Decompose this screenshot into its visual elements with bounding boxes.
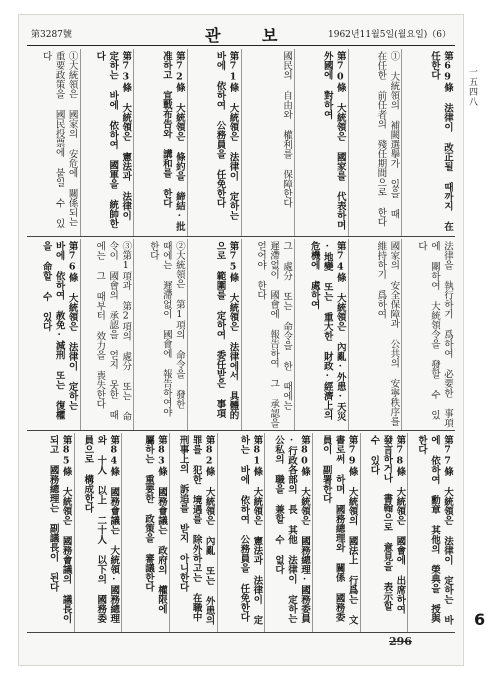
text-column: 그 處分 또는 命令을 한 때에는 遲滯없이 國會에 報告하여 그 承認을 얻어야 한다 — [241, 239, 295, 430]
text-column: 第85條 大統領은 國務會議의 議長이 되고 國務總理는 副議長이 된다 — [47, 435, 72, 623]
text-column: 法律을 執行하기 爲하여 必要한 事項에 關하여 大統領令을 發할 수 있다 — [401, 239, 455, 430]
text-column: 第76條 大統領은 法律이 定하는 바에 依하여 赦免·減刑 또는 復權을 命할 수 있다 — [40, 241, 78, 420]
text-column: 第77條 大統領은 法律이 定하는 바에 依하여 勳章 其他의 榮典을 授與한다 — [407, 433, 455, 632]
page-header — [27, 23, 455, 46]
gazette-title: 관 보 — [205, 26, 296, 45]
text-column: 第71條 大統領은 法律이 定하는 바에 依하여 公務員을 任免한다 — [187, 49, 241, 236]
text-column: ① 大統領의 補闕選擧가 있을 때 在任한 前任者의 殘任期間으로 한다 — [348, 49, 402, 236]
text-column: ①大統領은 國家의 安危에 關係되는 重要政策을 國民投票에 붙일 수 있다 — [40, 51, 78, 228]
text-column: 第83條 國務會議는 政府의 權限에 屬하는 重要한 政策을 審議한다 — [121, 433, 169, 632]
text-band-middle — [27, 239, 455, 431]
text-column: 第84條 國務會議는 大統領·國務總理와 十人 以上 二十人 以下의 國務委員으로 構成한다 — [74, 433, 122, 632]
text-column: 第73條 大統領은 憲法과 法律이 定하는 바에 依하여 國軍을 統帥한다 — [80, 49, 134, 236]
text-column: 國家의 安全保障과 公共의 安寧秩序를 維持하기 爲하여 — [348, 239, 402, 430]
text-column: 第70條 大統領은 國家를 代表하며 外國에 對하여 — [294, 49, 348, 236]
text-column: 第78條 大統領은 國會에 出席하여 發言하거나 書翰으로 意見을 表示할 수 있다 — [360, 433, 408, 632]
text-column: 第79條 大統領의 國法上 行爲는 文書로써 하며 國務總理와 關係 國務委員이 副署한다 — [312, 433, 360, 632]
text-column: 第72條 大統領은 條約을 締結·批准하고 宣戰布告와 講和를 한다 — [133, 49, 187, 236]
text-column: 第80條 大統領은 國務總理·國務委員·行政各部의 長 其他 法律이 定하는 公私의 職을 兼할 수 없다 — [264, 433, 312, 632]
text-column: ②大統領은 第1項의 命令을 發한 때에는 遲滯없이 國會에 報告하여야 한다 — [133, 239, 187, 430]
page-number: 296 — [389, 635, 412, 648]
text-band-bottom — [27, 433, 455, 633]
text-column: 第74條 大統領은 內亂·外患·天災·地變 또는 重大한 財政·經濟上의 危機에 處하여 — [294, 239, 348, 430]
text-column: 第69條 法律이 改正될 때까지 在任한다 — [401, 49, 455, 236]
issue-date: 1962년11월5일(월요일)（6） — [328, 30, 451, 40]
issue-number: 第3287號 — [31, 30, 72, 40]
text-column: ③第1項과 第2項의 處分 또는 命令이 國會의 承認을 얻지 못한 때에는 그 때부터 效力을 喪失한다 — [80, 239, 134, 430]
text-band-top — [27, 49, 455, 237]
gazette-page — [18, 14, 477, 666]
side-page-number: 一五四八 — [467, 67, 477, 107]
text-column: 第75條 大統領은 法律에서 具體的으로 範圍를 定하여 委任받은 事項 — [187, 239, 241, 430]
text-column: 國民의 自由와 權利를 保障한다 — [241, 49, 295, 236]
text-column: 第81條 大統領은 憲法과 法律이 定하는 바에 依하여 公務員을 任免한다 — [217, 433, 265, 632]
edge-tab-mark: 6 — [474, 610, 486, 629]
text-column: 第82條 大統領은 內亂 또는 外患의 罪를 犯한 境遇를 除外하고는 在職中 刑事上의 訴追를 받지 아니한다 — [169, 433, 217, 632]
